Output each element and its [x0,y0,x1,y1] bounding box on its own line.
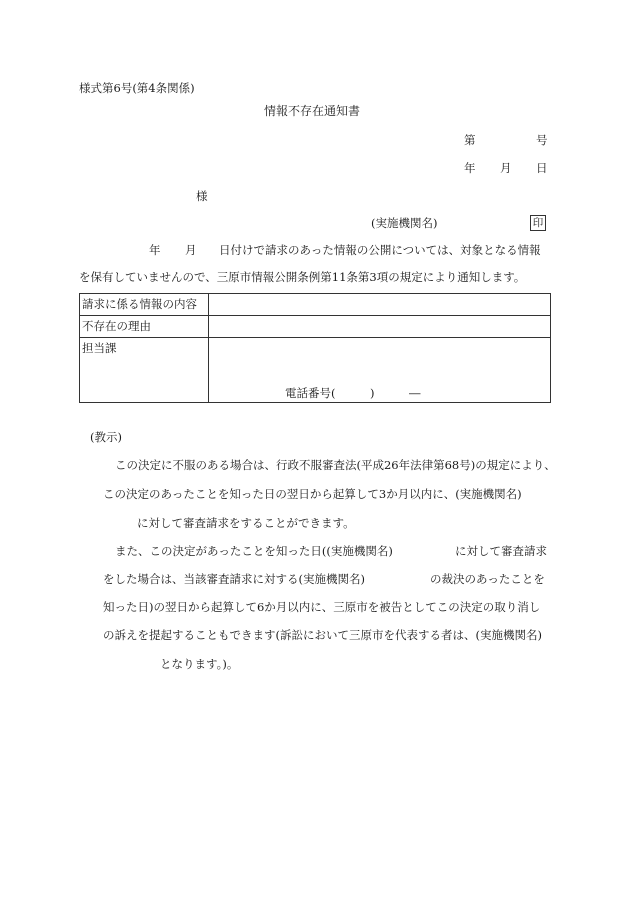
table-row [80,338,551,403]
doc-number-suffix: 号 [536,133,548,147]
seal-mark: 印 [530,215,546,231]
row-value-content [209,294,551,316]
body-month: 月 [185,243,197,257]
table-row [80,294,551,316]
form-number: 様式第6号(第4条関係) [79,81,195,95]
body-line-2: を保有していませんので、三原市情報公開条例第11条第3項の規定により通知します。 [79,270,526,284]
instruction-line: この決定に不服のある場合は、行政不服審査法(平成26年法律第68号)の規定により、 [115,458,556,472]
instruction-line: となります。)。 [160,657,239,671]
issuer-label: (実施機関名) [371,216,438,230]
date-day: 日 [536,161,548,175]
instruction-line: をした場合は、当該審査請求に対する(実施機関名) [103,572,365,586]
doc-number-prefix: 第 [464,133,476,147]
date-month: 月 [500,161,512,175]
document-title: 情報不存在通知書 [264,104,361,118]
instruction-heading: (教示) [90,430,122,444]
row-value-department [209,338,551,403]
instruction-line: また、この決定があったことを知った日((実施機関名) [115,544,393,558]
instruction-line: の裁決のあったことを [430,572,545,586]
instruction-line: の訴えを提起することもできます(訴訟において三原市を代表する者は、(実施機関名) [103,628,542,642]
instruction-line: に対して審査請求 [455,544,547,558]
row-label-reason: 不存在の理由 [80,316,209,338]
instruction-line: 知った日)の翌日から起算して6か月以内に、三原市を被告としてこの決定の取り消し [103,600,541,614]
phone-number-field: 電話番号( ) ― [285,386,421,400]
row-label-department: 担当課 [80,338,209,403]
instruction-line: この決定のあったことを知った日の翌日から起算して3か月以内に、(実施機関名) [103,487,522,501]
table-row [80,316,551,338]
addressee-honorific: 様 [196,189,208,203]
row-value-reason [209,316,551,338]
date-year: 年 [464,161,476,175]
instruction-line: に対して審査請求をすることができます。 [137,516,355,530]
info-table [79,293,551,403]
body-year: 年 [149,243,161,257]
body-line-1: 日付けで請求のあった情報の公開については、対象となる情報 [219,243,541,257]
row-label-content: 請求に係る情報の内容 [80,294,209,316]
